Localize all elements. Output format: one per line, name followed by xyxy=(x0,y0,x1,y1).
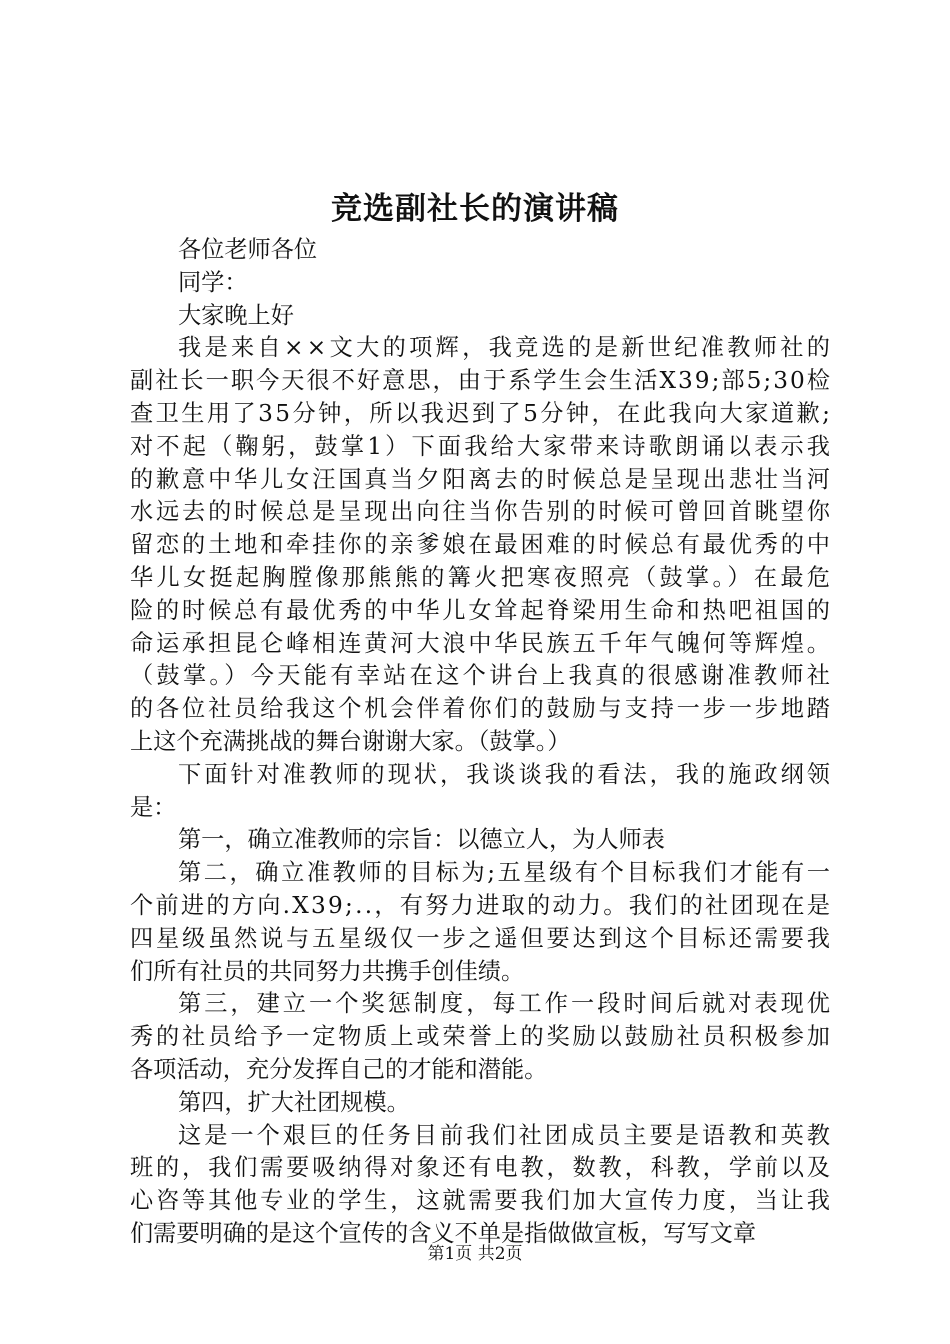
text-line: （鼓掌。）今天能有幸站在这个讲台上我真的很感谢准教师社 xyxy=(130,662,834,690)
document-title: 竞选副社长的演讲稿 xyxy=(331,191,619,227)
text-line: 我是来自××文大的项辉，我竞选的是新世纪准教师社的 xyxy=(178,334,834,362)
text-line: 四星级虽然说与五星级仅一步之遥但要达到这个目标还需要我 xyxy=(130,924,833,952)
text-line: 各项活动，充分发挥自己的才能和潜能。 xyxy=(130,1055,548,1083)
page-footer: 第1页 共2页 xyxy=(427,1244,523,1264)
text-line: 同学： xyxy=(178,268,248,296)
text-line: 大家晚上好 xyxy=(178,301,294,329)
text-line: 副社长一职今天很不好意思，由于系学生会生活X39;部5;30检 xyxy=(130,367,833,395)
text-line: 查卫生用了35分钟，所以我迟到了5分钟，在此我向大家道歉; xyxy=(130,399,833,427)
text-line: 秀的社员给予一定物质上或荣誉上的奖励以鼓励社员积极参加 xyxy=(130,1023,833,1051)
text-line: 留恋的土地和牵挂你的亲爹娘在最困难的时候总有最优秀的中 xyxy=(130,531,833,559)
document-body xyxy=(130,234,834,1251)
text-line: 下面针对准教师的现状，我谈谈我的看法，我的施政纲领 xyxy=(178,760,834,788)
text-line: 个前进的方向.X39;..，有努力进取的动力。我们的社团现在是 xyxy=(130,891,833,919)
text-line: 心咨等其他专业的学生，这就需要我们加大宣传力度，当让我 xyxy=(130,1187,833,1215)
text-line: 水远去的时候总是呈现出向往当你告别的时候可曾回首眺望你 xyxy=(130,498,833,526)
text-line: 的各位社员给我这个机会伴着你们的鼓励与支持一步一步地踏 xyxy=(130,695,833,723)
text-line: 们所有社员的共同努力共携手创佳绩。 xyxy=(130,957,525,985)
text-line: 第一，确立准教师的宗旨：以德立人，为人师表 xyxy=(178,826,665,854)
text-line: 们需要明确的是这个宣传的含义不单是指做做宣板，写写文章 xyxy=(130,1219,757,1247)
text-line: 险的时候总有最优秀的中华儿女耸起脊梁用生命和热吧祖国的 xyxy=(130,596,833,624)
text-line: 各位老师各位 xyxy=(178,236,318,263)
text-line: 对不起（鞠躬，鼓掌1）下面我给大家带来诗歌朗诵以表示我 xyxy=(130,432,834,460)
text-line: 上这个充满挑战的舞台谢谢大家。（鼓掌。） xyxy=(130,727,571,755)
text-line: 第四，扩大社团规模。 xyxy=(178,1088,410,1116)
text-line: 的歉意中华儿女汪国真当夕阳离去的时候总是呈现出悲壮当河 xyxy=(130,465,833,493)
text-line: 命运承担昆仑峰相连黄河大浪中华民族五千年气魄何等辉煌。 xyxy=(130,629,833,657)
text-line: 第三，建立一个奖惩制度，每工作一段时间后就对表现优 xyxy=(178,990,834,1018)
text-line: 华儿女挺起胸膛像那熊熊的篝火把寒夜照亮（鼓掌。）在最危 xyxy=(130,563,834,591)
text-line: 这是一个艰巨的任务目前我们社团成员主要是语教和英教 xyxy=(178,1121,834,1149)
text-line: 第二，确立准教师的目标为;五星级有个目标我们才能有一 xyxy=(178,859,833,887)
text-line: 班的，我们需要吸纳得对象还有电教，数教，科教，学前以及 xyxy=(130,1154,833,1182)
text-line: 是： xyxy=(130,793,177,821)
